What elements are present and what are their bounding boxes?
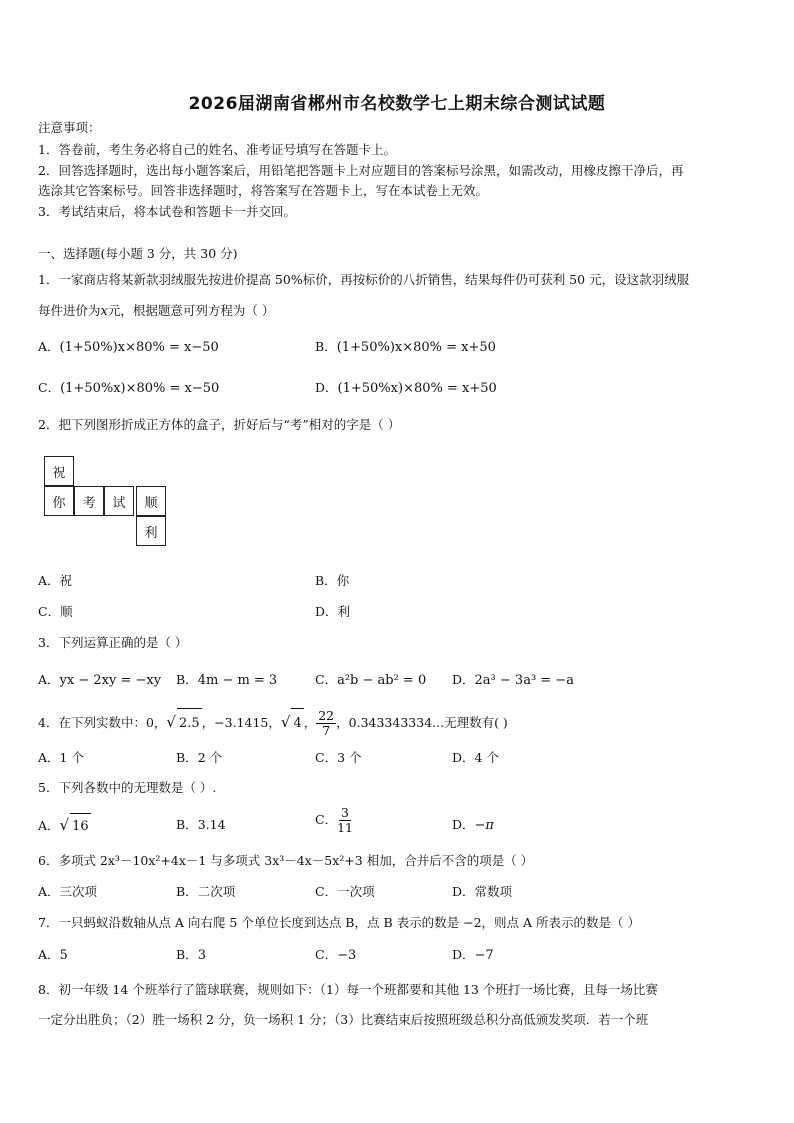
question-8-stem-cont: 一定分出胜负；（2）胜一场积 2 分，负一场积 1 分；（3）比赛结束后按照班级总积分高低颁发奖项．若一个班 <box>38 1012 649 1027</box>
q4-option-a[interactable] <box>38 750 84 766</box>
option-label: C． <box>315 672 338 687</box>
text: ，−3.1415， <box>201 715 281 730</box>
notice-heading: 注意事项： <box>38 120 101 135</box>
net-cell: 顺 <box>136 486 166 516</box>
text: ， <box>303 715 317 730</box>
option-text: −π <box>474 818 494 833</box>
option-text: 4 个 <box>474 750 499 765</box>
sqrt-sign: √ <box>166 713 176 731</box>
radicand: 2.5 <box>177 708 202 739</box>
variable-x: x <box>100 304 108 319</box>
option-label: D． <box>452 750 475 765</box>
option-label: B． <box>176 817 198 832</box>
option-text: (1+50%x)×80% = x−50 <box>60 381 220 396</box>
sqrt-sign: √ <box>280 713 291 731</box>
option-text: 一次项 <box>337 884 375 899</box>
radicand: 4 <box>291 708 303 739</box>
q6-option-d[interactable] <box>452 884 512 900</box>
q1-option-d[interactable] <box>315 380 497 397</box>
text: 每件进价为 <box>38 303 101 318</box>
question-4-stem <box>38 707 508 739</box>
question-1-stem-cont <box>38 303 274 320</box>
q3-option-c[interactable] <box>315 672 426 689</box>
q6-option-a[interactable] <box>38 884 97 900</box>
q7-option-d[interactable] <box>452 947 494 964</box>
option-label: C． <box>38 380 61 395</box>
q2-option-b[interactable] <box>315 573 349 589</box>
option-label: D． <box>452 817 475 832</box>
option-text: 三次项 <box>59 884 98 899</box>
question-1-stem: 1．一家商店将某新款羽绒服先按进价提高 50%标价，再按标价的八折销售，结果每件仍可获利 50 元，设这款羽绒服 <box>38 272 690 287</box>
sqrt-sign: √ <box>59 816 70 834</box>
text: 元，根据题意可列方程为（ ） <box>107 303 275 318</box>
option-label: A． <box>38 672 60 687</box>
question-7-stem: 7．一只蚂蚁沿数轴从点 A 向右爬 5 个单位长度到达点 B，点 B 表示的数是 −2，则点 A 所表示的数是（ ） <box>38 915 640 930</box>
option-text: 祝 <box>59 573 73 588</box>
option-text: (1+50%)x×80% = x+50 <box>336 340 496 355</box>
notice-item: 1．答卷前，考生务必将自己的姓名、准考证号填写在答题卡上。 <box>38 142 396 157</box>
option-label: D． <box>452 947 475 962</box>
option-text: 2a³ − 3a³ = −a <box>474 673 574 688</box>
q5-option-b[interactable] <box>176 817 226 833</box>
option-label: B． <box>176 884 198 899</box>
option-label: C． <box>315 884 338 899</box>
option-text: a²b − ab² = 0 <box>337 673 427 688</box>
q6-option-b[interactable] <box>176 884 235 900</box>
option-text: yx − 2xy = −xy <box>59 673 162 688</box>
fraction <box>316 709 336 738</box>
q1-option-c[interactable] <box>38 380 219 397</box>
option-label: B． <box>315 339 337 354</box>
radicand: 16 <box>70 813 91 840</box>
option-text: 2 个 <box>197 750 223 765</box>
q1-option-b[interactable] <box>315 339 496 356</box>
option-text: 3.14 <box>197 817 226 832</box>
net-cell: 祝 <box>44 456 74 486</box>
numerator: 22 <box>318 708 335 723</box>
q2-option-a[interactable] <box>38 573 72 589</box>
option-text: −3 <box>337 948 357 963</box>
q2-option-c[interactable] <box>38 604 73 620</box>
q5-option-c[interactable] <box>315 804 353 836</box>
text: 4．在下列实数中：0， <box>38 715 167 730</box>
q7-option-c[interactable] <box>315 947 356 964</box>
q4-option-d[interactable] <box>452 750 499 766</box>
page-title: 2026届湖南省郴州市名校数学七上期末综合测试试题 <box>188 94 606 114</box>
option-label: A． <box>38 339 60 354</box>
net-cell: 你 <box>44 486 74 516</box>
q3-option-b[interactable] <box>176 672 277 689</box>
denominator: 7 <box>322 723 331 738</box>
option-label: A． <box>38 947 60 962</box>
q4-option-b[interactable] <box>176 750 222 766</box>
question-8-stem: 8．初一年级 14 个班举行了篮球联赛，规则如下：（1）每一个班都要和其他 13 个班打一场比赛，且每一场比赛 <box>38 982 658 997</box>
option-label: D． <box>452 672 475 687</box>
q3-option-a[interactable] <box>38 672 161 689</box>
notice-item: 选涂其它答案标号。回答非选择题时，将答案写在答题卡上，写在本试卷上无效。 <box>38 183 489 198</box>
option-label: A． <box>38 750 60 765</box>
option-text: 1 个 <box>59 750 84 765</box>
option-text: (1+50%)x×80% = x−50 <box>59 340 219 355</box>
option-text: 你 <box>336 573 350 588</box>
option-text: 5 <box>59 948 68 963</box>
denominator: 11 <box>337 820 353 835</box>
option-text: 4m − m = 3 <box>197 673 278 688</box>
fraction <box>337 806 353 835</box>
option-label: A． <box>38 818 60 833</box>
option-text: −7 <box>474 948 494 963</box>
notice-item: 2．回答选择题时，选出每小题答案后，用铅笔把答题卡上对应题目的答案标号涂黑，如需改动，用橡皮擦干净后，再 <box>38 163 684 178</box>
q5-option-a[interactable] <box>38 812 91 840</box>
option-text: 3 个 <box>337 750 362 765</box>
numerator: 3 <box>341 805 349 820</box>
option-label: C． <box>315 947 338 962</box>
option-text: (1+50%x)×80% = x+50 <box>337 381 497 396</box>
question-5-stem: 5．下列各数中的无理数是（ ）. <box>38 780 217 795</box>
net-cell: 利 <box>136 516 166 546</box>
option-label: D． <box>315 380 338 395</box>
option-label: B． <box>176 947 198 962</box>
notice-item: 3．考试结束后，将本试卷和答题卡一并交回。 <box>38 204 296 219</box>
q2-option-d[interactable] <box>315 604 350 620</box>
q4-option-c[interactable] <box>315 750 362 766</box>
option-text: 3 <box>197 948 206 963</box>
option-label: A． <box>38 573 60 588</box>
question-6-stem: 6．多项式 2x³－10x²+4x－1 与多项式 3x³－4x－5x²+3 相加，合并后不含的项是（ ） <box>38 853 534 868</box>
section-heading: 一、选择题(每小题 3 分，共 30 分) <box>38 246 238 261</box>
net-cell: 考 <box>74 486 104 516</box>
option-label: C． <box>315 750 338 765</box>
q5-option-d[interactable] <box>452 817 494 834</box>
option-label: C． <box>38 604 61 619</box>
q7-option-a[interactable] <box>38 947 68 964</box>
option-label: B． <box>176 750 198 765</box>
q7-option-b[interactable] <box>176 947 206 964</box>
option-label: C． <box>315 812 338 827</box>
q6-option-c[interactable] <box>315 884 375 900</box>
option-text: 利 <box>337 604 351 619</box>
option-label: B． <box>315 573 337 588</box>
option-text: 二次项 <box>197 884 236 899</box>
q1-option-a[interactable] <box>38 339 219 356</box>
question-3-stem: 3．下列运算正确的是（ ） <box>38 635 188 650</box>
question-2-stem: 2．把下列图形折成正方体的盒子，折好后与“考”相对的字是（ ） <box>38 417 401 432</box>
option-text: 顺 <box>60 604 73 619</box>
option-label: D． <box>452 884 475 899</box>
option-label: D． <box>315 604 338 619</box>
q3-option-d[interactable] <box>452 672 574 689</box>
option-text: 常数项 <box>474 884 513 899</box>
option-label: A． <box>38 884 60 899</box>
text: ，0.343343334...无理数有( ) <box>336 715 508 730</box>
option-label: B． <box>176 672 198 687</box>
net-cell: 试 <box>104 486 134 516</box>
